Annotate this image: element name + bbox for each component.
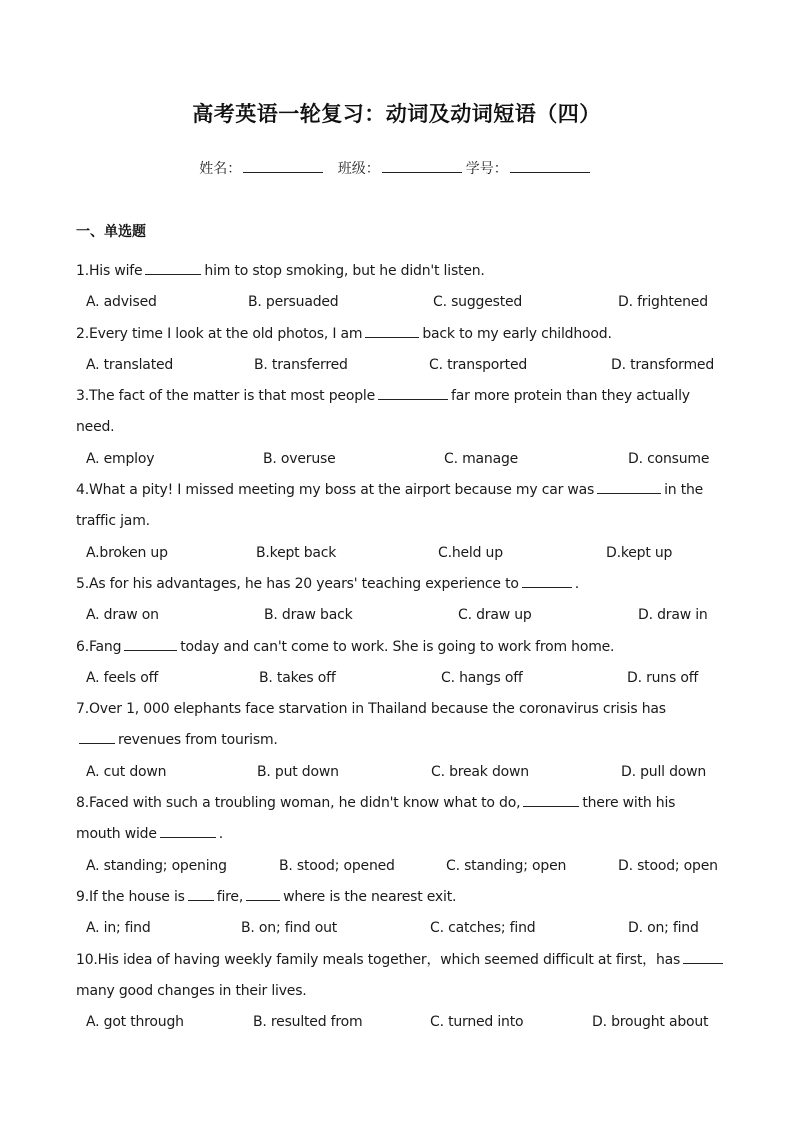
answer-blank[interactable]: [79, 729, 115, 744]
option-d[interactable]: D. transformed: [611, 356, 715, 373]
id-blank[interactable]: [510, 160, 590, 173]
answer-blank[interactable]: [683, 949, 723, 964]
answer-blank[interactable]: [145, 260, 201, 275]
option-a[interactable]: A. feels off: [86, 669, 159, 686]
option-c[interactable]: C.held up: [438, 544, 503, 561]
option-a[interactable]: A. draw on: [86, 607, 159, 624]
option-c[interactable]: C. catches; find: [430, 920, 536, 937]
option-c[interactable]: C. hangs off: [441, 669, 523, 686]
section-title: 一、单选题: [76, 224, 146, 240]
answer-blank[interactable]: [365, 323, 419, 338]
question-text: need.: [76, 419, 115, 436]
option-b[interactable]: B. persuaded: [248, 294, 339, 311]
option-b[interactable]: B. stood; opened: [279, 857, 395, 874]
question-text: 2.Every time I look at the old photos, I am: [76, 325, 363, 342]
option-d[interactable]: D. frightened: [618, 294, 708, 311]
question-2-line-1: [76, 319, 726, 350]
option-a[interactable]: A.broken up: [86, 544, 168, 561]
question-10-options: [76, 1007, 726, 1038]
question-text: far more protein than they actually: [450, 388, 690, 405]
question-4-line-2: [76, 506, 726, 537]
question-text: 5.As for his advantages, he has 20 years' teaching experience to: [76, 575, 519, 592]
class-label: 班级：: [337, 161, 380, 177]
option-b[interactable]: B. on; find out: [241, 920, 338, 937]
question-text: him to stop smoking, but he didn't listen.: [204, 263, 485, 279]
option-c[interactable]: C. standing; open: [446, 857, 567, 874]
option-b[interactable]: B. put down: [257, 763, 339, 780]
question-text: 1.His wife: [76, 263, 143, 279]
option-d[interactable]: D. draw in: [638, 607, 708, 624]
id-label: 学号：: [465, 161, 508, 177]
option-d[interactable]: D. consume: [628, 450, 710, 467]
answer-blank[interactable]: [523, 792, 579, 807]
answer-blank[interactable]: [378, 385, 448, 400]
question-7-line-1: [76, 694, 726, 725]
option-c[interactable]: C. break down: [431, 763, 529, 780]
question-5-options: [76, 600, 726, 631]
student-info-line: [0, 158, 793, 178]
question-text: back to my early childhood.: [422, 325, 612, 342]
option-b[interactable]: B. transferred: [254, 356, 348, 373]
question-text: .: [218, 826, 223, 843]
question-4-options: [76, 538, 726, 569]
option-b[interactable]: B. draw back: [264, 607, 353, 624]
option-a[interactable]: A. standing; opening: [86, 857, 227, 874]
question-text: .: [574, 575, 579, 592]
name-blank[interactable]: [243, 160, 323, 173]
question-10-line-2: [76, 976, 726, 1007]
question-10-line-1: [76, 945, 726, 976]
question-text: 6.Fang: [76, 638, 122, 655]
question-3-line-2: [76, 412, 726, 443]
question-text: fire,: [216, 888, 244, 905]
question-5-line-1: [76, 569, 726, 600]
option-b[interactable]: B. resulted from: [253, 1014, 363, 1031]
question-text: traffic jam.: [76, 513, 150, 530]
option-d[interactable]: D. brought about: [592, 1014, 709, 1031]
answer-blank[interactable]: [522, 573, 572, 588]
answer-blank[interactable]: [160, 823, 216, 838]
option-c[interactable]: C. transported: [429, 356, 528, 373]
question-7-options: [76, 757, 726, 788]
question-8-line-2: [76, 819, 726, 850]
question-1-line-1: [76, 256, 726, 287]
question-text: there with his: [582, 795, 676, 812]
question-3-options: [76, 444, 726, 475]
question-3-line-1: [76, 381, 726, 412]
question-text: 7.Over 1, 000 elephants face starvation in Thailand because the coronavirus crisis has: [76, 701, 666, 718]
question-text: 3.The fact of the matter is that most people: [76, 388, 375, 405]
question-text: 9.If the house is: [76, 888, 185, 905]
question-text: in the: [664, 482, 704, 499]
class-blank[interactable]: [382, 160, 462, 173]
option-d[interactable]: D. on; find: [628, 920, 699, 937]
option-d[interactable]: D. runs off: [627, 669, 699, 686]
question-2-options: [76, 350, 726, 381]
question-text: mouth wide: [76, 826, 157, 843]
option-d[interactable]: D. pull down: [621, 763, 707, 780]
question-text: many good changes in their lives.: [76, 982, 307, 999]
option-a[interactable]: A. in; find: [86, 920, 151, 937]
question-1-options: [76, 287, 726, 318]
option-c[interactable]: C. draw up: [458, 607, 532, 624]
question-6-line-1: [76, 632, 726, 663]
question-7-line-2: [76, 725, 726, 756]
option-a[interactable]: A. advised: [86, 294, 157, 311]
question-9-options: [76, 913, 726, 944]
name-label: 姓名：: [199, 161, 242, 177]
question-6-options: [76, 663, 726, 694]
question-4-line-1: [76, 475, 726, 506]
option-a[interactable]: A. cut down: [86, 763, 167, 780]
option-a[interactable]: A. employ: [86, 450, 155, 467]
question-list: [76, 256, 726, 1038]
option-c[interactable]: C. turned into: [430, 1014, 524, 1031]
option-d[interactable]: D.kept up: [606, 544, 673, 561]
question-9-line-1: [76, 882, 726, 913]
question-8-options: [76, 851, 726, 882]
answer-blank[interactable]: [246, 886, 280, 901]
question-text: 10.His idea of having weekly family meals together，which seemed difficult at first，has: [76, 951, 681, 968]
answer-blank[interactable]: [124, 636, 177, 651]
option-c[interactable]: C. suggested: [433, 294, 523, 311]
option-b[interactable]: B. overuse: [263, 450, 336, 467]
option-a[interactable]: A. got through: [86, 1014, 184, 1031]
question-8-line-1: [76, 788, 726, 819]
question-text: revenues from tourism.: [118, 732, 278, 749]
option-d[interactable]: D. stood; open: [618, 857, 718, 874]
answer-blank[interactable]: [597, 479, 661, 494]
question-text: 4.What a pity! I missed meeting my boss at the airport because my car was: [76, 482, 595, 499]
question-text: today and can't come to work. She is going to work from home.: [180, 638, 615, 655]
page-title: 高考英语一轮复习：动词及动词短语（四）: [192, 102, 601, 126]
question-text: 8.Faced with such a troubling woman, he didn't know what to do,: [76, 795, 521, 812]
option-a[interactable]: A. translated: [86, 356, 174, 373]
option-b[interactable]: B. takes off: [259, 669, 336, 686]
question-text: where is the nearest exit.: [283, 888, 457, 905]
answer-blank[interactable]: [188, 886, 214, 901]
option-b[interactable]: B.kept back: [256, 544, 337, 561]
option-c[interactable]: C. manage: [444, 450, 519, 467]
